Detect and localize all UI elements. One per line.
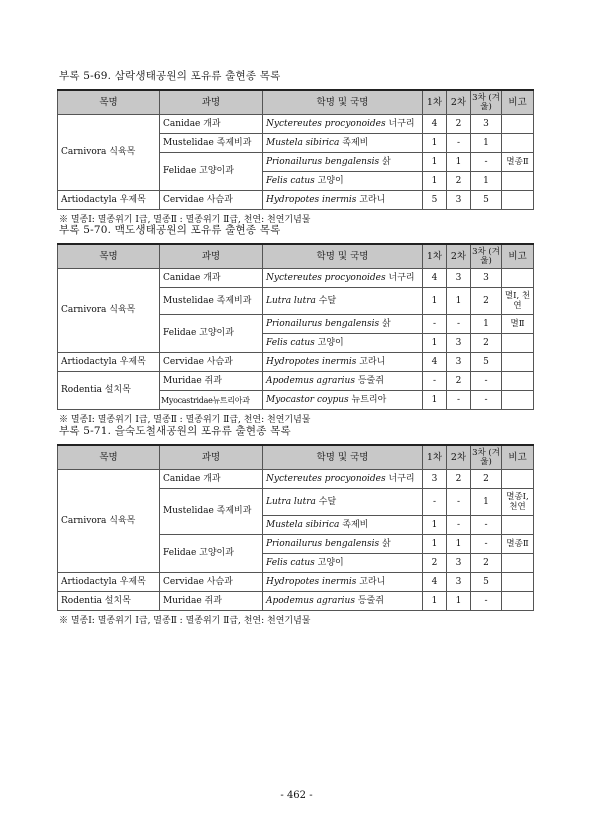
count-1: 4	[423, 573, 447, 592]
note-cell	[502, 391, 534, 410]
header-scientific-name: 학명 및 국명	[263, 445, 423, 470]
count-3: 5	[471, 573, 502, 592]
family-cell: Mustelidae 족제비과	[160, 288, 263, 315]
footnote: ※ 멸종Ⅰ: 멸종위기 Ⅰ급, 멸종Ⅱ : 멸종위기 Ⅱ급, 천연: 천연기념물	[59, 415, 311, 425]
note-cell	[502, 191, 534, 210]
count-2: 1	[447, 535, 471, 554]
species-cell: Nyctereutes procyonoides 너구리	[263, 470, 423, 489]
order-cell: Carnivora 식육목	[58, 115, 160, 191]
order-cell: Carnivora 식육목	[58, 269, 160, 353]
count-3: 1	[471, 172, 502, 191]
family-cell: Cervidae 사슴과	[160, 573, 263, 592]
species-cell: Hydropotes inermis 고라니	[263, 353, 423, 372]
count-3: -	[471, 535, 502, 554]
count-1: 1	[423, 334, 447, 353]
family-cell: Canidae 개과	[160, 470, 263, 489]
species-cell: Felis catus 고양이	[263, 334, 423, 353]
count-3: 3	[471, 269, 502, 288]
species-cell: Prionailurus bengalensis 삵	[263, 315, 423, 334]
count-3: 1	[471, 315, 502, 334]
count-3: 2	[471, 470, 502, 489]
count-3: 2	[471, 334, 502, 353]
appendix-section-5-70	[57, 222, 533, 425]
table-header-row	[58, 445, 534, 470]
header-survey-3: 3차 (겨울)	[471, 445, 502, 470]
count-2: -	[447, 134, 471, 153]
count-1: 1	[423, 172, 447, 191]
count-2: 1	[447, 288, 471, 315]
species-cell: Mustela sibirica 족제비	[263, 516, 423, 535]
species-cell: Felis catus 고양이	[263, 172, 423, 191]
header-survey-1: 1차	[423, 445, 447, 470]
section-title: 부록 5-69. 삼락생태공원의 포유류 출현종 목록	[59, 70, 281, 82]
order-cell: Carnivora 식육목	[58, 470, 160, 573]
count-2: -	[447, 489, 471, 516]
mammal-table	[57, 444, 534, 611]
note-cell	[502, 134, 534, 153]
header-scientific-name: 학명 및 국명	[263, 90, 423, 115]
count-1: 1	[423, 391, 447, 410]
count-1: -	[423, 372, 447, 391]
footnote: ※ 멸종Ⅰ: 멸종위기 Ⅰ급, 멸종Ⅱ : 멸종위기 Ⅱ급, 천연: 천연기념물	[59, 616, 311, 626]
count-3: -	[471, 592, 502, 611]
count-2: 3	[447, 191, 471, 210]
count-1: 4	[423, 269, 447, 288]
order-cell: Rodentia 설치목	[58, 592, 160, 611]
header-note: 비고	[502, 244, 534, 269]
count-1: 1	[423, 535, 447, 554]
note-cell: 멸종Ⅰ, 천연	[502, 489, 534, 516]
count-2: 3	[447, 554, 471, 573]
count-2: 2	[447, 470, 471, 489]
count-2: 2	[447, 372, 471, 391]
table-row	[58, 269, 534, 288]
footnote: ※ 멸종Ⅰ: 멸종위기 Ⅰ급, 멸종Ⅱ : 멸종위기 Ⅱ급, 천연: 천연기념물	[59, 215, 311, 225]
order-cell: Rodentia 설치목	[58, 372, 160, 410]
family-cell: Mustelidae 족제비과	[160, 489, 263, 535]
table-row	[58, 191, 534, 210]
section-title: 부록 5-71. 을숙도철새공원의 포유류 출현종 목록	[59, 425, 291, 437]
count-3: 2	[471, 288, 502, 315]
page-number: - 462 -	[280, 790, 313, 801]
header-order: 목명	[58, 244, 160, 269]
note-cell	[502, 592, 534, 611]
count-3: -	[471, 516, 502, 535]
family-cell: Felidae 고양이과	[160, 535, 263, 573]
count-1: 1	[423, 288, 447, 315]
note-cell: 멸Ⅱ	[502, 315, 534, 334]
table-row	[58, 573, 534, 592]
count-1: 4	[423, 353, 447, 372]
species-cell: Hydropotes inermis 고라니	[263, 573, 423, 592]
order-cell: Artiodactyla 우제목	[58, 191, 160, 210]
table-row	[58, 372, 534, 391]
species-cell: Lutra lutra 수달	[263, 288, 423, 315]
count-1: 1	[423, 516, 447, 535]
note-cell	[502, 470, 534, 489]
count-3: -	[471, 153, 502, 172]
species-cell: Felis catus 고양이	[263, 554, 423, 573]
species-cell: Prionailurus bengalensis 삵	[263, 535, 423, 554]
family-cell: Muridae 쥐과	[160, 372, 263, 391]
count-2: -	[447, 516, 471, 535]
count-2: 1	[447, 153, 471, 172]
count-1: 5	[423, 191, 447, 210]
mammal-table	[57, 89, 534, 210]
count-3: -	[471, 391, 502, 410]
note-cell	[502, 554, 534, 573]
count-3: 1	[471, 489, 502, 516]
count-2: 3	[447, 573, 471, 592]
header-note: 비고	[502, 445, 534, 470]
header-survey-2: 2차	[447, 90, 471, 115]
family-cell: Felidae 고양이과	[160, 315, 263, 353]
header-order: 목명	[58, 445, 160, 470]
species-cell: Nyctereutes procyonoides 너구리	[263, 115, 423, 134]
order-cell: Artiodactyla 우제목	[58, 573, 160, 592]
table-row	[58, 353, 534, 372]
count-1: 3	[423, 470, 447, 489]
count-2: 2	[447, 115, 471, 134]
family-cell: Cervidae 사슴과	[160, 191, 263, 210]
species-cell: Hydropotes inermis 고라니	[263, 191, 423, 210]
note-cell	[502, 115, 534, 134]
count-2: 3	[447, 353, 471, 372]
appendix-section-5-69	[57, 68, 533, 225]
header-family: 과명	[160, 90, 263, 115]
species-cell: Prionailurus bengalensis 삵	[263, 153, 423, 172]
family-cell: Muridae 쥐과	[160, 592, 263, 611]
family-cell: Myocastridae뉴트리아과	[160, 391, 263, 410]
family-cell: Mustelidae 족제비과	[160, 134, 263, 153]
table-header-row	[58, 90, 534, 115]
count-1: -	[423, 489, 447, 516]
note-cell: 멸종Ⅱ	[502, 153, 534, 172]
header-scientific-name: 학명 및 국명	[263, 244, 423, 269]
header-survey-1: 1차	[423, 90, 447, 115]
count-2: -	[447, 391, 471, 410]
note-cell	[502, 172, 534, 191]
order-cell: Artiodactyla 우제목	[58, 353, 160, 372]
header-family: 과명	[160, 244, 263, 269]
table-header-row	[58, 244, 534, 269]
count-1: 1	[423, 134, 447, 153]
table-row	[58, 115, 534, 134]
species-cell: Apodemus agrarius 등줄쥐	[263, 592, 423, 611]
count-2: 1	[447, 592, 471, 611]
species-cell: Apodemus agrarius 등줄쥐	[263, 372, 423, 391]
count-1: 4	[423, 115, 447, 134]
species-cell: Nyctereutes procyonoides 너구리	[263, 269, 423, 288]
count-2: -	[447, 315, 471, 334]
count-1: -	[423, 315, 447, 334]
header-survey-3: 3차 (겨울)	[471, 244, 502, 269]
header-family: 과명	[160, 445, 263, 470]
count-3: 1	[471, 134, 502, 153]
note-cell: 멸종Ⅱ	[502, 535, 534, 554]
count-1: 1	[423, 153, 447, 172]
count-1: 1	[423, 592, 447, 611]
family-cell: Cervidae 사슴과	[160, 353, 263, 372]
species-cell: Lutra lutra 수달	[263, 489, 423, 516]
mammal-table	[57, 243, 534, 410]
header-survey-2: 2차	[447, 244, 471, 269]
count-3: 3	[471, 115, 502, 134]
note-cell	[502, 573, 534, 592]
count-3: 5	[471, 191, 502, 210]
count-2: 3	[447, 334, 471, 353]
note-cell	[502, 334, 534, 353]
appendix-section-5-71	[57, 423, 533, 626]
note-cell	[502, 353, 534, 372]
species-cell: Myocastor coypus 뉴트리아	[263, 391, 423, 410]
header-survey-1: 1차	[423, 244, 447, 269]
header-order: 목명	[58, 90, 160, 115]
count-2: 3	[447, 269, 471, 288]
family-cell: Canidae 개과	[160, 269, 263, 288]
count-1: 2	[423, 554, 447, 573]
section-title: 부록 5-70. 맥도생태공원의 포유류 출현종 목록	[59, 224, 281, 236]
note-cell	[502, 372, 534, 391]
note-cell	[502, 516, 534, 535]
family-cell: Felidae 고양이과	[160, 153, 263, 191]
count-2: 2	[447, 172, 471, 191]
note-cell: 멸Ⅰ, 천연	[502, 288, 534, 315]
count-3: 5	[471, 353, 502, 372]
header-survey-3: 3차 (겨울)	[471, 90, 502, 115]
count-3: 2	[471, 554, 502, 573]
family-cell: Canidae 개과	[160, 115, 263, 134]
table-row	[58, 470, 534, 489]
count-3: -	[471, 372, 502, 391]
species-cell: Mustela sibirica 족제비	[263, 134, 423, 153]
header-survey-2: 2차	[447, 445, 471, 470]
table-row	[58, 592, 534, 611]
header-note: 비고	[502, 90, 534, 115]
note-cell	[502, 269, 534, 288]
